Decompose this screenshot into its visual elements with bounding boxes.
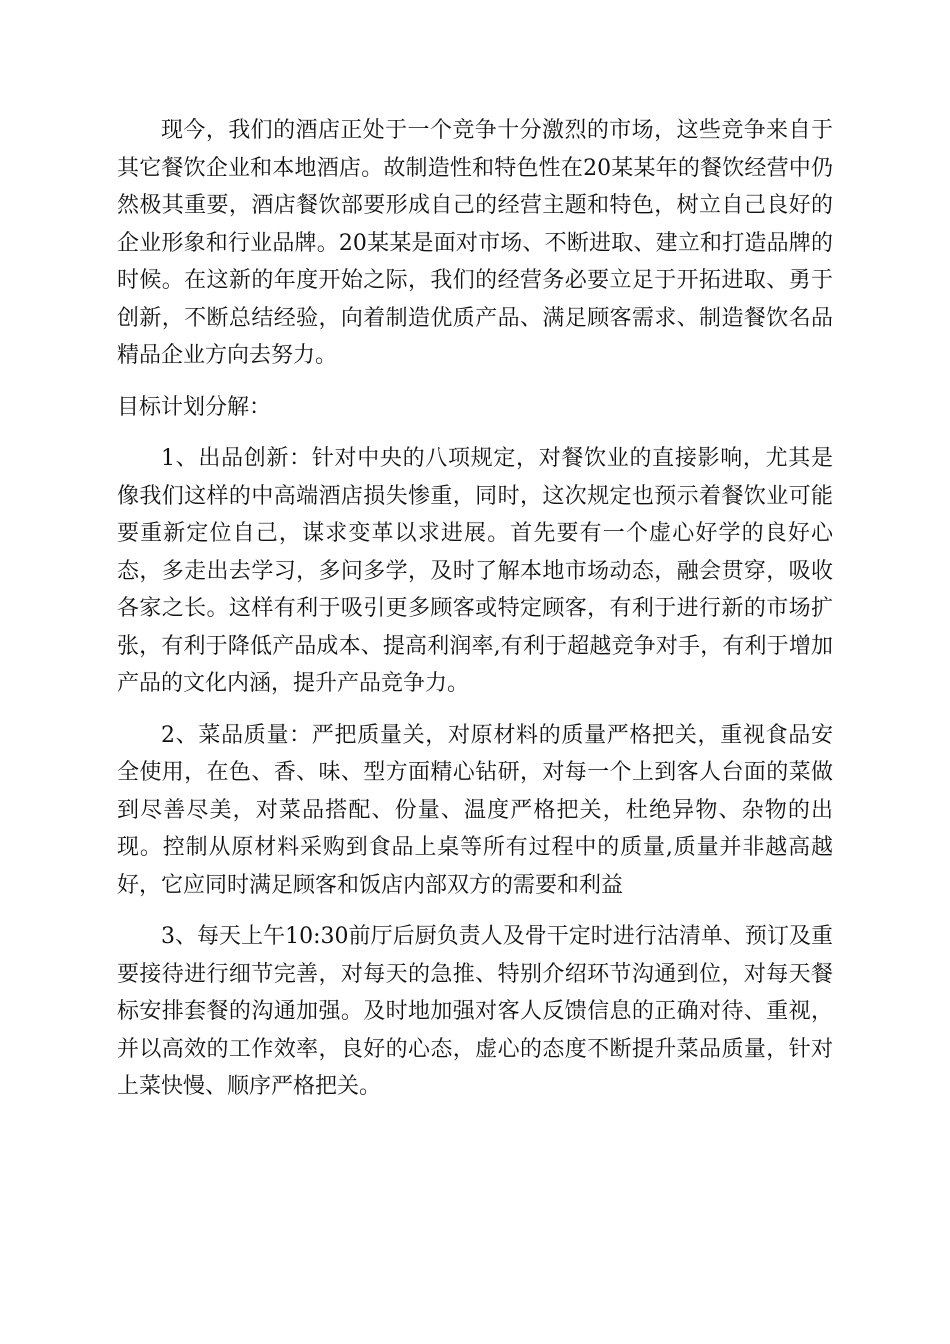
document-body	[117, 112, 833, 1106]
item-paragraph-2: 2、菜品质量：严把质量关，对原材料的质量严格把关，重视食品安全使用，在色、香、味、型方面精心钻研，对每一个上到客人台面的菜做到尽善尽美，对菜品搭配、份量、温度严格把关，杜绝异物、杂物的出现。控制从原材料采购到食品上桌等所有过程中的质量,质量并非越高越好，它应同时满足顾客和饭店内部双方的需要和利益	[117, 722, 833, 898]
section-heading: 目标计划分解：	[117, 394, 272, 420]
item-paragraph-3: 3、每天上午10:30前厅后厨负责人及骨干定时进行沽清单、预订及重要接待进行细节完善，对每天的急推、特别介绍环节沟通到位，对每天餐标安排套餐的沟通加强。及时地加强对客人反馈信息的正确对待、重视，并以高效的工作效率，良好的心态，虚心的态度不断提升菜品质量，针对上菜快慢、顺序严格把关。	[117, 924, 833, 1099]
item-paragraph-1: 1、出品创新：针对中央的八项规定，对餐饮业的直接影响，尤其是像我们这样的中高端酒店损失惨重，同时，这次规定也预示着餐饮业可能要重新定位自己，谋求变革以求进展。首先要有一个虚心好学的良好心态，多走出去学习，多问多学，及时了解本地市场动态，融会贯穿，吸收各家之长。这样有利于吸引更多顾客或特定顾客，有利于进行新的市场扩张，有利于降低产品成本、提高利润率,有利于超越竞争对手，有利于增加产品的文化内涵，提升产品竞争力。	[117, 446, 833, 696]
intro-paragraph: 现今，我们的酒店正处于一个竞争十分激烈的市场，这些竞争来自于其它餐饮企业和本地酒店。故制造性和特色性在20某某年的餐饮经营中仍然极其重要，酒店餐饮部要形成自己的经营主题和特色，树立自己良好的企业形象和行业品牌。20某某是面对市场、不断进取、建立和打造品牌的时候。在这新的年度开始之际，我们的经营务必要立足于开拓进取、勇于创新，不断总结经验，向着制造优质产品、满足顾客需求、制造餐饮名品精品企业方向去努力。	[117, 118, 833, 368]
